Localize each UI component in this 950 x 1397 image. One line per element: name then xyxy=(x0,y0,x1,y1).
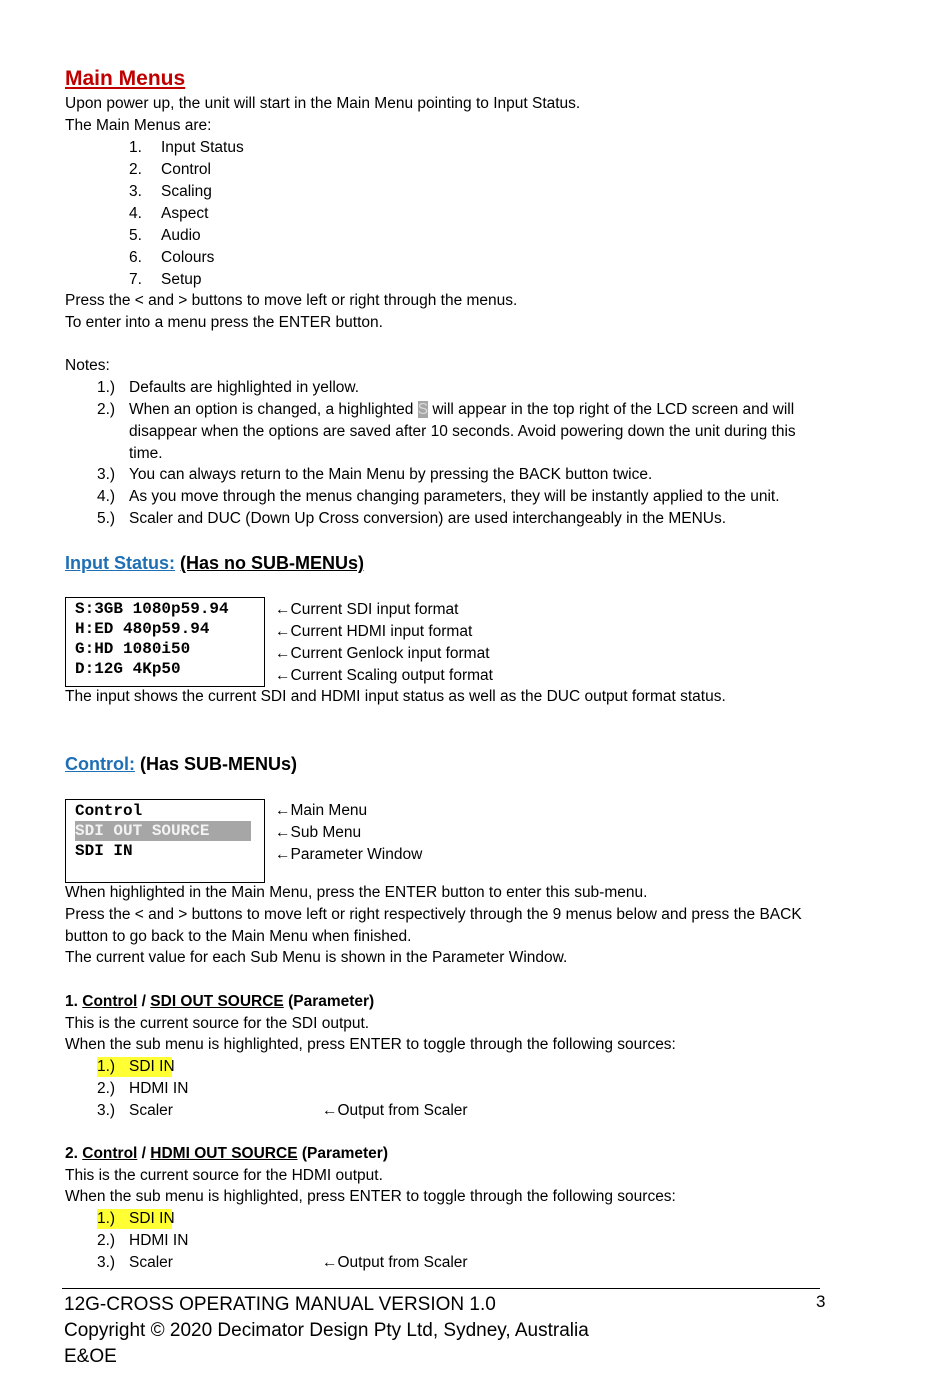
submenu-number: 2. xyxy=(65,1145,78,1162)
list-item-number: 3. xyxy=(129,183,142,200)
lcd-line: D:12G 4Kp50 xyxy=(75,660,181,678)
submenu-sub-name: HDMI OUT SOURCE xyxy=(150,1145,298,1162)
note-text: time. xyxy=(129,445,163,462)
input-status-link[interactable]: Input Status: xyxy=(65,553,175,573)
control-description: The current value for each Sub Menu is shown in the Parameter Window. xyxy=(65,949,568,966)
note-text: As you move through the menus changing parameters, they will be instantly applied to the unit. xyxy=(129,488,780,505)
option-label: Scaler xyxy=(129,1254,173,1271)
lcd-display-control xyxy=(65,799,265,883)
note-number: 2.) xyxy=(97,401,116,418)
submenu-sub-name: SDI OUT SOURCE xyxy=(150,993,284,1010)
note-number: 3.) xyxy=(97,466,116,483)
option-default xyxy=(97,1057,175,1077)
main-menus-heading: Main Menus xyxy=(65,67,186,90)
option-note: ←Output from Scaler xyxy=(322,1102,468,1119)
control-link[interactable]: Control: xyxy=(65,754,135,774)
option-label: HDMI IN xyxy=(129,1080,189,1097)
note-number: 1.) xyxy=(97,379,116,396)
note-text: Scaler and DUC (Down Up Cross conversion) are used interchangeably in the MENUs. xyxy=(129,510,727,527)
footer-title: 12G-CROSS OPERATING MANUAL VERSION 1.0 xyxy=(64,1294,496,1315)
control-description: When highlighted in the Main Menu, press the ENTER button to enter this sub-menu. xyxy=(65,884,648,901)
lcd-annotation: ←Current HDMI input format xyxy=(275,623,473,640)
list-item: Setup xyxy=(161,271,202,288)
option-label: Scaler xyxy=(129,1102,173,1119)
note-text: You can always return to the Main Menu by pressing the BACK button twice. xyxy=(129,466,653,483)
list-item-number: 5. xyxy=(129,227,142,244)
page-number: 3 xyxy=(816,1292,826,1311)
control-description: button to go back to the Main Menu when finished. xyxy=(65,928,412,945)
control-description: Press the < and > buttons to move left or right respectively through the 9 menus below and press the BACK xyxy=(65,906,802,923)
submenu-title xyxy=(65,1144,388,1164)
note-text: Defaults are highlighted in yellow. xyxy=(129,379,360,396)
list-item-number: 6. xyxy=(129,249,142,266)
list-item: Audio xyxy=(161,227,201,244)
heading-qualifier: (Has SUB-MENUs) xyxy=(140,754,298,774)
footer-divider xyxy=(62,1288,820,1289)
input-status-description: The input shows the current SDI and HDMI input status as well as the DUC output format status. xyxy=(65,688,726,705)
nav-instruction: To enter into a menu press the ENTER button. xyxy=(65,314,383,331)
list-item: Aspect xyxy=(161,205,209,222)
option-default xyxy=(97,1209,175,1229)
note-number: 4.) xyxy=(97,488,116,505)
option-number: 3.) xyxy=(97,1254,116,1271)
lcd-annotation: ←Sub Menu xyxy=(275,824,362,841)
lcd-line: G:HD 1080i50 xyxy=(75,640,191,658)
option-label: SDI IN xyxy=(129,1058,175,1075)
submenu-description: This is the current source for the SDI output. xyxy=(65,1015,370,1032)
submenu-menu-name: Control xyxy=(82,993,138,1010)
lcd-line: Control xyxy=(75,802,143,820)
submenu-description: When the sub menu is highlighted, press ENTER to toggle through the following sources: xyxy=(65,1188,676,1205)
lcd-line-selected: SDI OUT SOURCE xyxy=(75,821,251,841)
list-item: Control xyxy=(161,161,211,178)
lcd-line: S:3GB 1080p59.94 xyxy=(75,600,229,618)
option-number: 1.) xyxy=(97,1058,116,1075)
option-number: 2.) xyxy=(97,1080,116,1097)
list-item: Colours xyxy=(161,249,215,266)
intro-text: The Main Menus are: xyxy=(65,117,212,134)
lcd-line: SDI IN xyxy=(75,842,133,860)
submenu-number: 1. xyxy=(65,993,78,1010)
note-text xyxy=(129,400,794,420)
option-label: SDI IN xyxy=(129,1210,175,1227)
option-number: 2.) xyxy=(97,1232,116,1249)
submenu-menu-name: Control xyxy=(82,1145,138,1162)
intro-text: Upon power up, the unit will start in the Main Menu pointing to Input Status. xyxy=(65,95,581,112)
list-item-number: 7. xyxy=(129,271,142,288)
heading-qualifier: (Has no SUB-MENUs) xyxy=(180,553,365,573)
lcd-annotation: ←Current Scaling output format xyxy=(275,667,493,684)
submenu-title xyxy=(65,992,374,1012)
submenu-separator: / xyxy=(137,1145,151,1162)
lcd-line: H:ED 480p59.94 xyxy=(75,620,210,638)
option-number: 1.) xyxy=(97,1210,116,1227)
option-label: HDMI IN xyxy=(129,1232,189,1249)
lcd-annotation: ←Parameter Window xyxy=(275,846,423,863)
list-item-number: 4. xyxy=(129,205,142,222)
lcd-display-input-status xyxy=(65,597,265,687)
submenu-separator: / xyxy=(137,993,151,1010)
option-number: 3.) xyxy=(97,1102,116,1119)
submenu-description: When the sub menu is highlighted, press ENTER to toggle through the following sources: xyxy=(65,1036,676,1053)
list-item: Input Status xyxy=(161,139,244,156)
footer-eoe: E&OE xyxy=(64,1346,117,1367)
note-number: 5.) xyxy=(97,510,116,527)
submenu-kind: (Parameter) xyxy=(297,1145,388,1162)
saved-indicator-badge: S xyxy=(417,401,429,418)
submenu-kind: (Parameter) xyxy=(283,993,375,1010)
notes-heading: Notes: xyxy=(65,357,110,374)
note-text: disappear when the options are saved after 10 seconds. Avoid powering down the unit during this xyxy=(129,423,796,440)
option-note: ←Output from Scaler xyxy=(322,1254,468,1271)
lcd-annotation: ←Current Genlock input format xyxy=(275,645,490,662)
list-item-number: 2. xyxy=(129,161,142,178)
nav-instruction: Press the < and > buttons to move left or right through the menus. xyxy=(65,292,518,309)
note-text-part: When an option is changed, a highlighted xyxy=(129,401,418,418)
lcd-annotation: ←Current SDI input format xyxy=(275,601,459,618)
submenu-description: This is the current source for the HDMI output. xyxy=(65,1167,383,1184)
control-heading xyxy=(65,752,297,776)
note-text-part: will appear in the top right of the LCD screen and will xyxy=(428,401,795,418)
input-status-heading xyxy=(65,551,364,575)
list-item-number: 1. xyxy=(129,139,142,156)
footer-copyright: Copyright © 2020 Decimator Design Pty Ltd, Sydney, Australia xyxy=(64,1320,589,1341)
list-item: Scaling xyxy=(161,183,212,200)
lcd-annotation: ←Main Menu xyxy=(275,802,368,819)
